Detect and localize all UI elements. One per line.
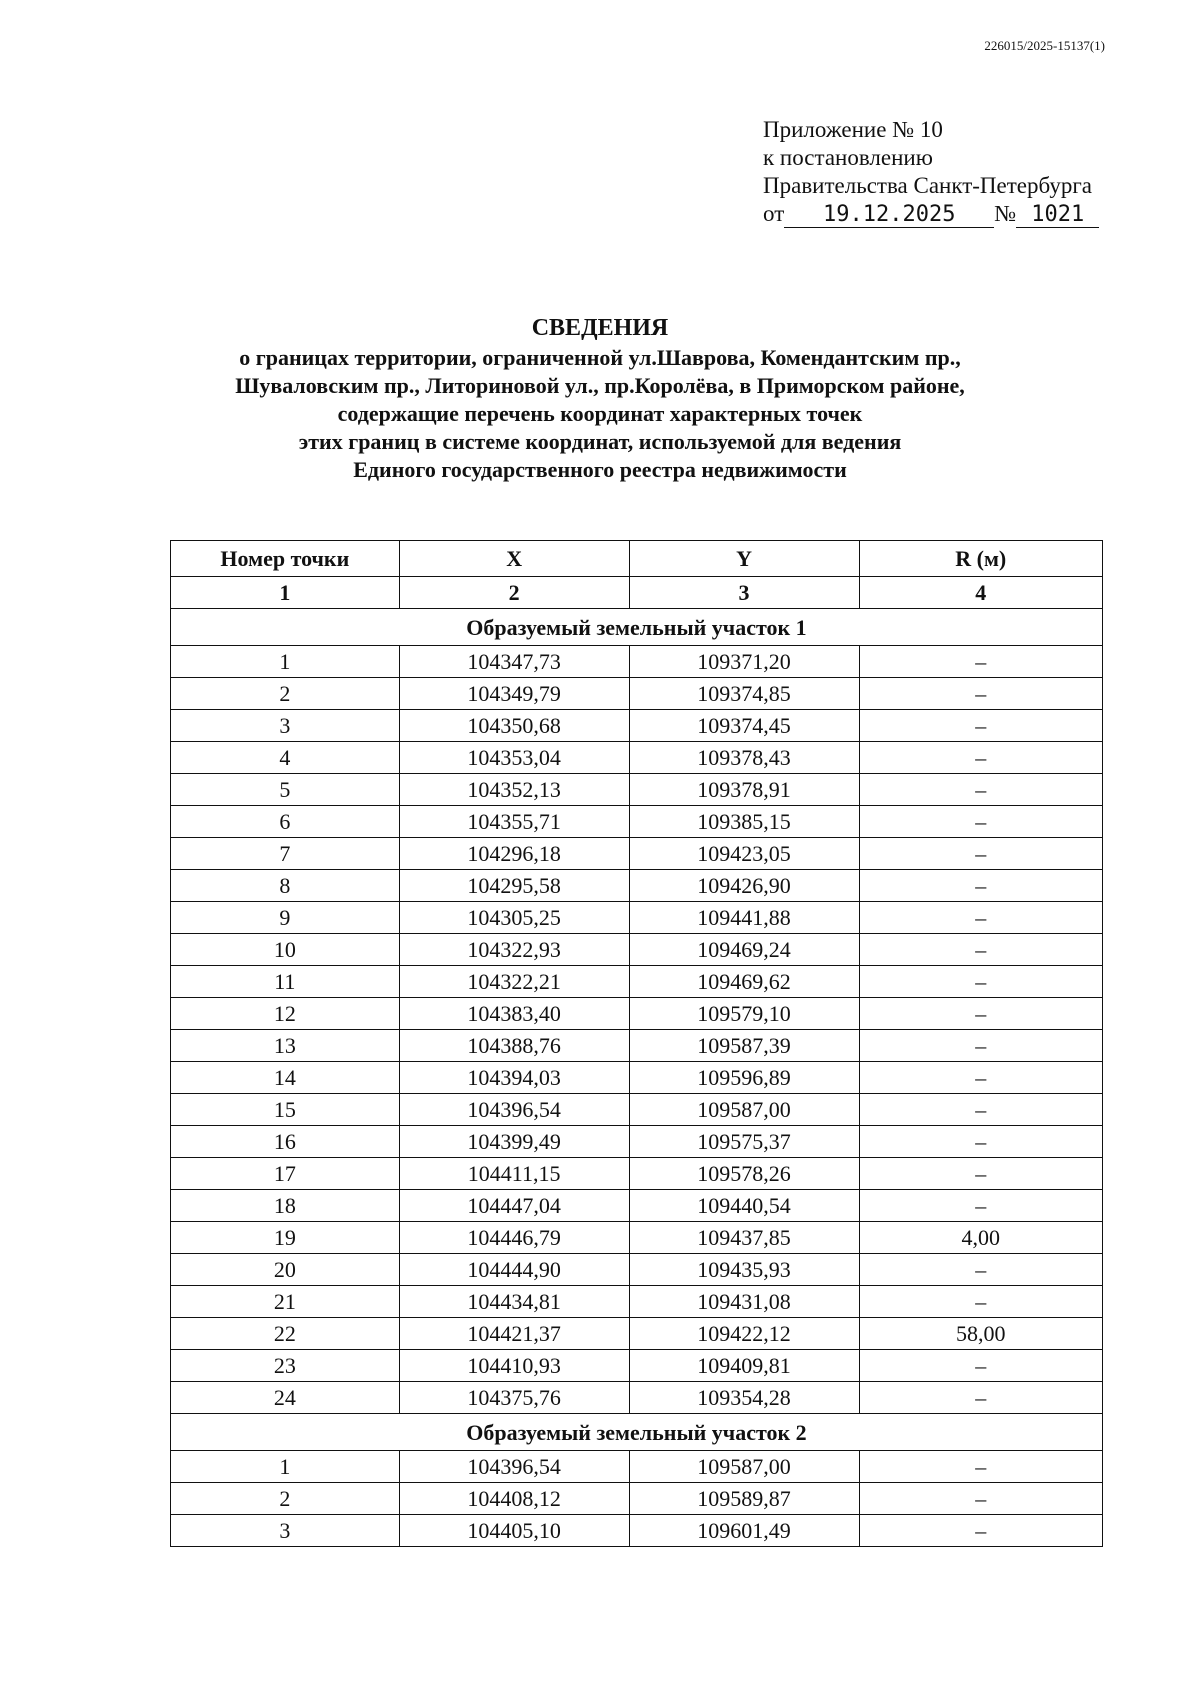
point-number-cell: 2	[171, 1483, 400, 1515]
point-number-cell: 7	[171, 838, 400, 870]
y-cell: 109409,81	[629, 1350, 859, 1382]
x-cell: 104355,71	[399, 806, 629, 838]
section-row	[171, 1414, 1103, 1451]
x-cell: 104396,54	[399, 1094, 629, 1126]
y-cell: 109578,26	[629, 1158, 859, 1190]
header-x: X	[399, 541, 629, 577]
r-cell: –	[859, 1382, 1103, 1414]
r-cell: –	[859, 1350, 1103, 1382]
r-cell: –	[859, 1094, 1103, 1126]
point-number-cell: 21	[171, 1286, 400, 1318]
point-number-cell: 17	[171, 1158, 400, 1190]
r-cell: –	[859, 1483, 1103, 1515]
header-point-number: Номер точки	[171, 541, 400, 577]
point-number-cell: 14	[171, 1062, 400, 1094]
r-cell: –	[859, 1286, 1103, 1318]
table-row	[171, 774, 1103, 806]
x-cell: 104383,40	[399, 998, 629, 1030]
y-cell: 109579,10	[629, 998, 859, 1030]
table-row	[171, 646, 1103, 678]
y-cell: 109437,85	[629, 1222, 859, 1254]
point-number-cell: 4	[171, 742, 400, 774]
point-number-cell: 5	[171, 774, 400, 806]
table-row	[171, 1062, 1103, 1094]
table-row	[171, 1318, 1103, 1350]
column-number: 4	[859, 577, 1103, 609]
point-number-cell: 10	[171, 934, 400, 966]
table-row	[171, 1126, 1103, 1158]
y-cell: 109378,91	[629, 774, 859, 806]
point-number-cell: 1	[171, 646, 400, 678]
table-row	[171, 1030, 1103, 1062]
point-number-cell: 20	[171, 1254, 400, 1286]
y-cell: 109354,28	[629, 1382, 859, 1414]
r-cell: –	[859, 1062, 1103, 1094]
r-cell: 4,00	[859, 1222, 1103, 1254]
resolution-date: 19.12.2025	[784, 203, 994, 228]
title-line: о границах территории, ограниченной ул.Шаврова, Комендантским пр.,	[239, 345, 961, 370]
point-number-cell: 3	[171, 710, 400, 742]
coordinates-table	[170, 540, 1103, 1547]
x-cell: 104421,37	[399, 1318, 629, 1350]
point-number-cell: 19	[171, 1222, 400, 1254]
y-cell: 109596,89	[629, 1062, 859, 1094]
point-number-cell: 23	[171, 1350, 400, 1382]
r-cell: –	[859, 1030, 1103, 1062]
point-number-cell: 16	[171, 1126, 400, 1158]
y-cell: 109589,87	[629, 1483, 859, 1515]
point-number-cell: 9	[171, 902, 400, 934]
r-cell: –	[859, 1126, 1103, 1158]
y-cell: 109587,39	[629, 1030, 859, 1062]
x-cell: 104322,21	[399, 966, 629, 998]
point-number-cell: 11	[171, 966, 400, 998]
table-row	[171, 1222, 1103, 1254]
y-cell: 109423,05	[629, 838, 859, 870]
table-row	[171, 1451, 1103, 1483]
r-cell: –	[859, 646, 1103, 678]
r-cell: –	[859, 710, 1103, 742]
table-row	[171, 966, 1103, 998]
title-line: Единого государственного реестра недвижимости	[353, 457, 847, 482]
x-cell: 104447,04	[399, 1190, 629, 1222]
point-number-cell: 18	[171, 1190, 400, 1222]
table-row	[171, 1382, 1103, 1414]
table-row	[171, 710, 1103, 742]
x-cell: 104399,49	[399, 1126, 629, 1158]
table-row	[171, 902, 1103, 934]
header-y: Y	[629, 541, 859, 577]
x-cell: 104322,93	[399, 934, 629, 966]
r-cell: –	[859, 742, 1103, 774]
y-cell: 109422,12	[629, 1318, 859, 1350]
point-number-cell: 2	[171, 678, 400, 710]
table-row	[171, 742, 1103, 774]
header-r: R (м)	[859, 541, 1103, 577]
y-cell: 109441,88	[629, 902, 859, 934]
x-cell: 104394,03	[399, 1062, 629, 1094]
x-cell: 104295,58	[399, 870, 629, 902]
point-number-cell: 12	[171, 998, 400, 1030]
x-cell: 104347,73	[399, 646, 629, 678]
document-title	[0, 314, 1200, 484]
point-number-cell: 15	[171, 1094, 400, 1126]
table-row	[171, 838, 1103, 870]
date-prefix: от	[763, 201, 785, 226]
column-number: 3	[629, 577, 859, 609]
title-line: содержащие перечень координат характерных точек	[337, 401, 863, 426]
x-cell: 104375,76	[399, 1382, 629, 1414]
y-cell: 109371,20	[629, 646, 859, 678]
r-cell: –	[859, 934, 1103, 966]
r-cell: –	[859, 1254, 1103, 1286]
r-cell: –	[859, 1190, 1103, 1222]
x-cell: 104296,18	[399, 838, 629, 870]
number-prefix: №	[994, 201, 1017, 226]
x-cell: 104396,54	[399, 1451, 629, 1483]
table-row	[171, 1483, 1103, 1515]
table-row	[171, 1158, 1103, 1190]
table-row	[171, 806, 1103, 838]
r-cell: –	[859, 1515, 1103, 1547]
resolution-number: 1021	[1016, 203, 1099, 228]
section-title: Образуемый земельный участок 1	[171, 609, 1103, 646]
r-cell: –	[859, 1451, 1103, 1483]
table-row	[171, 870, 1103, 902]
y-cell: 109440,54	[629, 1190, 859, 1222]
column-number: 2	[399, 577, 629, 609]
table-row	[171, 678, 1103, 710]
point-number-cell: 22	[171, 1318, 400, 1350]
point-number-cell: 13	[171, 1030, 400, 1062]
y-cell: 109575,37	[629, 1126, 859, 1158]
column-number-row	[171, 577, 1103, 609]
table-row	[171, 1094, 1103, 1126]
appendix-block	[763, 116, 1099, 228]
x-cell: 104444,90	[399, 1254, 629, 1286]
x-cell: 104305,25	[399, 902, 629, 934]
r-cell: –	[859, 774, 1103, 806]
table-row	[171, 998, 1103, 1030]
r-cell: –	[859, 966, 1103, 998]
r-cell: –	[859, 870, 1103, 902]
table-row	[171, 1515, 1103, 1547]
y-cell: 109587,00	[629, 1094, 859, 1126]
y-cell: 109601,49	[629, 1515, 859, 1547]
point-number-cell: 1	[171, 1451, 400, 1483]
point-number-cell: 6	[171, 806, 400, 838]
y-cell: 109374,85	[629, 678, 859, 710]
r-cell: –	[859, 806, 1103, 838]
point-number-cell: 3	[171, 1515, 400, 1547]
x-cell: 104405,10	[399, 1515, 629, 1547]
document-id: 226015/2025-15137(1)	[984, 38, 1105, 53]
header-row	[171, 541, 1103, 577]
y-cell: 109431,08	[629, 1286, 859, 1318]
r-cell: –	[859, 1158, 1103, 1190]
appendix-date-line	[763, 200, 1099, 228]
table-row	[171, 1350, 1103, 1382]
y-cell: 109378,43	[629, 742, 859, 774]
x-cell: 104350,68	[399, 710, 629, 742]
x-cell: 104434,81	[399, 1286, 629, 1318]
y-cell: 109426,90	[629, 870, 859, 902]
y-cell: 109469,24	[629, 934, 859, 966]
table-body	[171, 609, 1103, 1547]
r-cell: –	[859, 678, 1103, 710]
section-row	[171, 609, 1103, 646]
title-main: СВЕДЕНИЯ	[531, 315, 669, 341]
table-row	[171, 1190, 1103, 1222]
y-cell: 109587,00	[629, 1451, 859, 1483]
x-cell: 104352,13	[399, 774, 629, 806]
title-line: этих границ в системе координат, используемой для ведения	[298, 429, 902, 454]
x-cell: 104349,79	[399, 678, 629, 710]
y-cell: 109435,93	[629, 1254, 859, 1286]
x-cell: 104411,15	[399, 1158, 629, 1190]
y-cell: 109385,15	[629, 806, 859, 838]
section-title: Образуемый земельный участок 2	[171, 1414, 1103, 1451]
appendix-line-1: Приложение № 10	[763, 117, 943, 142]
x-cell: 104388,76	[399, 1030, 629, 1062]
r-cell: –	[859, 902, 1103, 934]
point-number-cell: 24	[171, 1382, 400, 1414]
table-row	[171, 1254, 1103, 1286]
r-cell: –	[859, 998, 1103, 1030]
x-cell: 104446,79	[399, 1222, 629, 1254]
r-cell: 58,00	[859, 1318, 1103, 1350]
x-cell: 104408,12	[399, 1483, 629, 1515]
table-row	[171, 1286, 1103, 1318]
title-line: Шуваловским пр., Литориновой ул., пр.Королёва, в Приморском районе,	[235, 373, 965, 398]
appendix-line-3: Правительства Санкт-Петербурга	[763, 173, 1092, 198]
r-cell: –	[859, 838, 1103, 870]
table-row	[171, 934, 1103, 966]
x-cell: 104410,93	[399, 1350, 629, 1382]
appendix-line-2: к постановлению	[763, 145, 933, 170]
y-cell: 109374,45	[629, 710, 859, 742]
y-cell: 109469,62	[629, 966, 859, 998]
point-number-cell: 8	[171, 870, 400, 902]
x-cell: 104353,04	[399, 742, 629, 774]
column-number: 1	[171, 577, 400, 609]
